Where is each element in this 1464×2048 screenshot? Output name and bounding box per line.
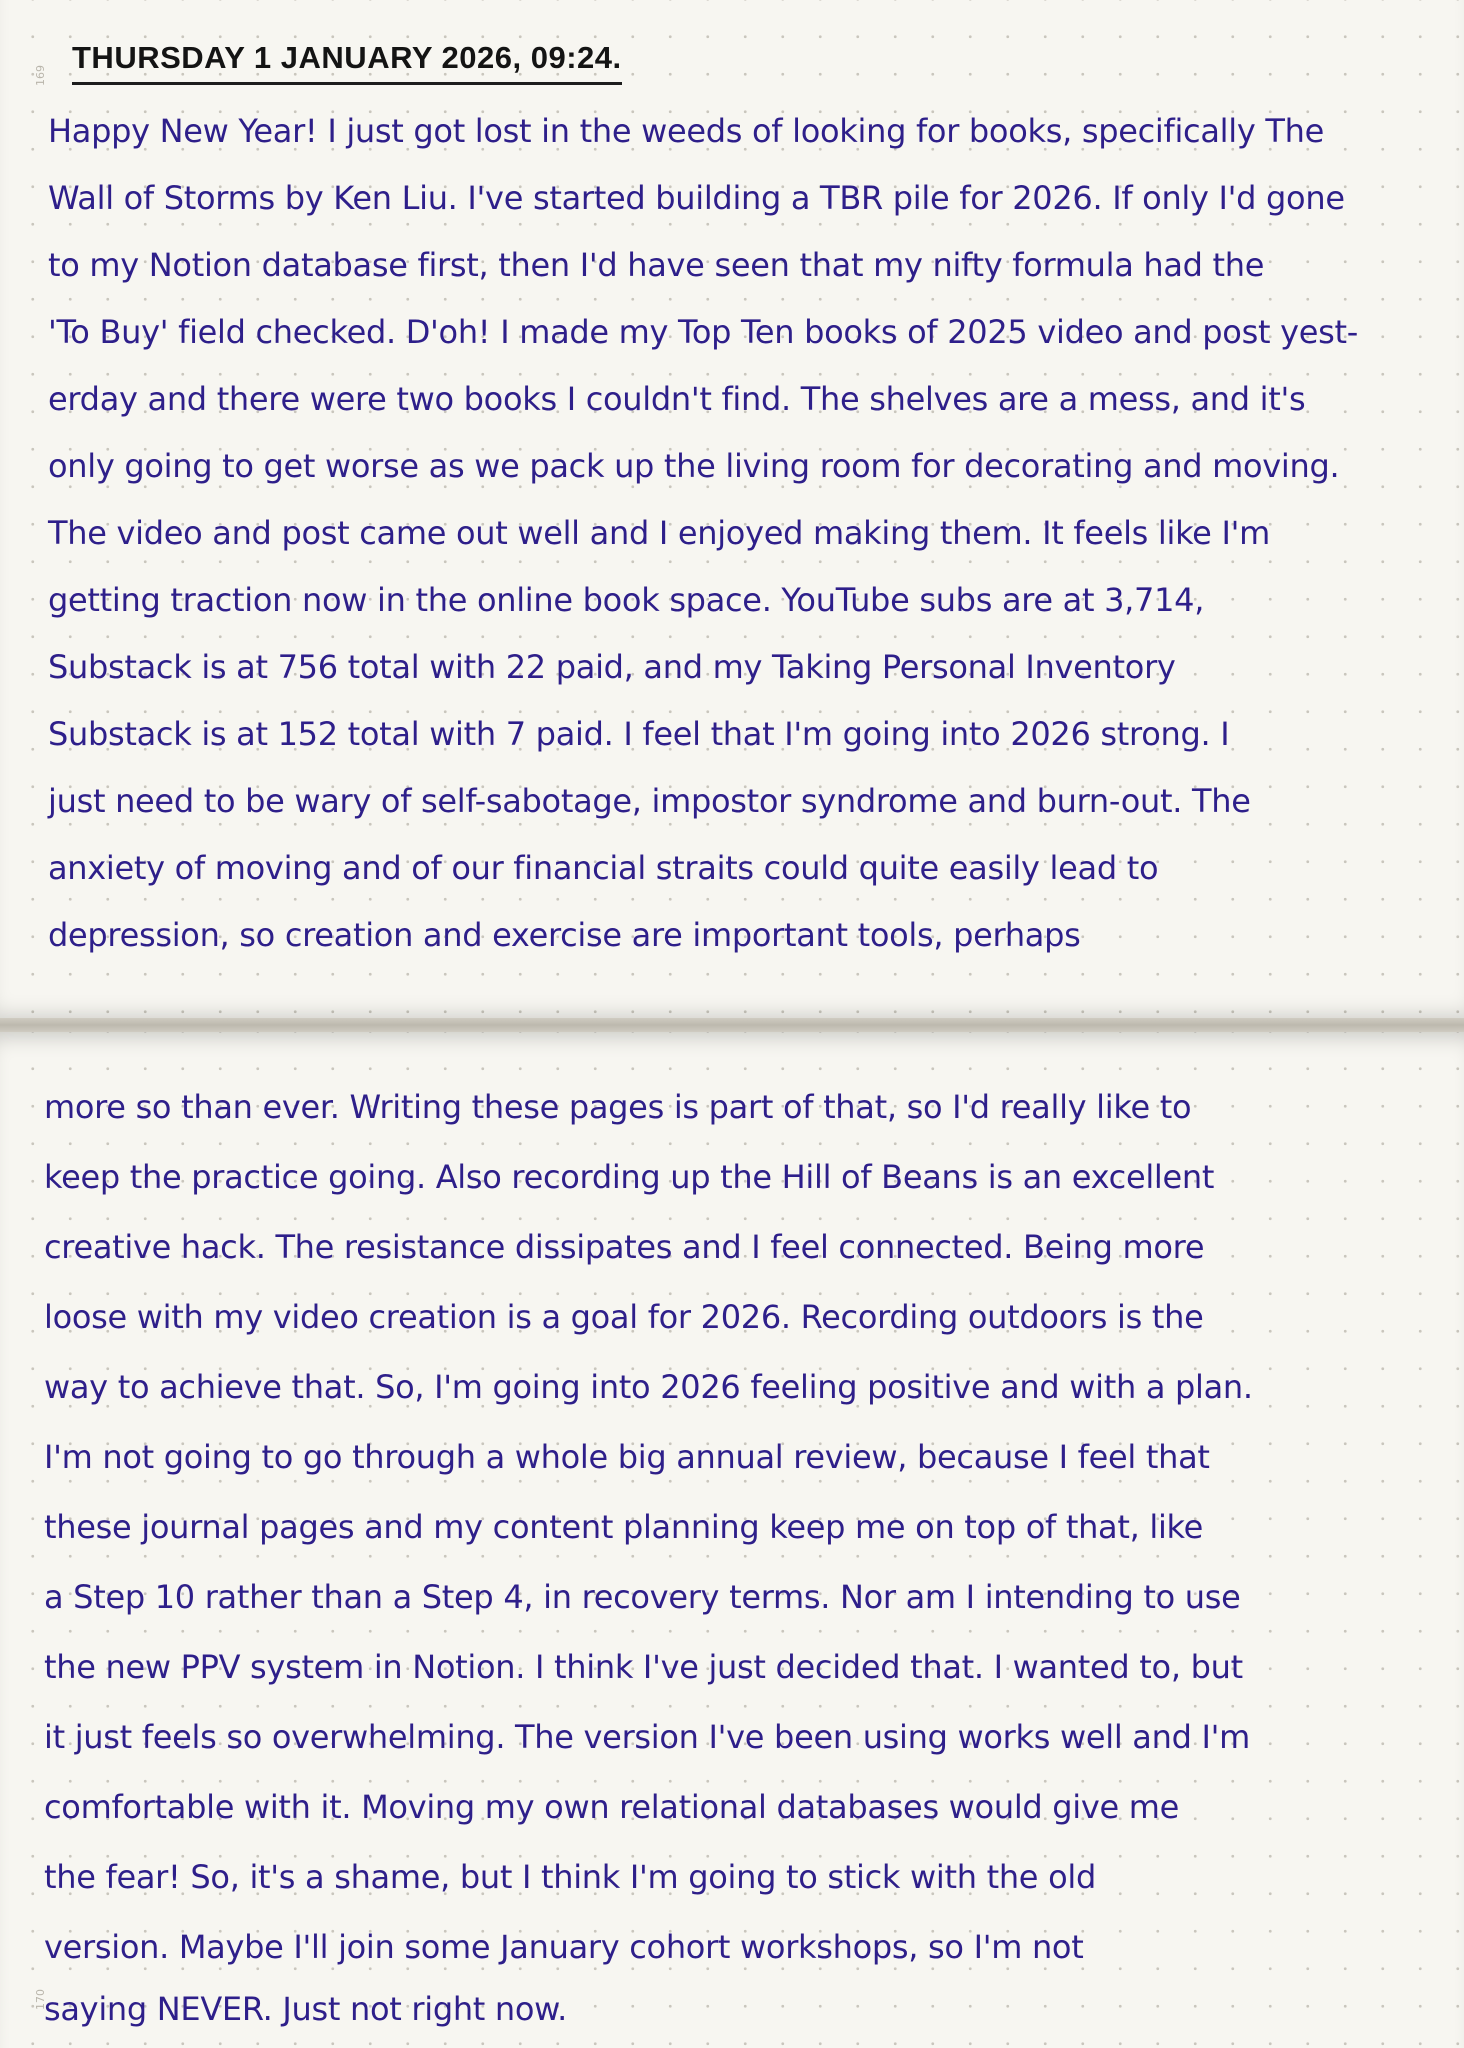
entry-line: just need to be wary of self-sabotage, impostor syndrome and burn-out. The xyxy=(48,782,1251,820)
entry-line: it just feels so overwhelming. The version I've been using works well and I'm xyxy=(44,1718,1250,1756)
entry-line: a Step 10 rather than a Step 4, in recovery terms. Nor am I intending to use xyxy=(44,1578,1241,1616)
entry-line: way to achieve that. So, I'm going into 2026 feeling positive and with a plan. xyxy=(44,1368,1253,1406)
entry-line: these journal pages and my content planning keep me on top of that, like xyxy=(44,1508,1204,1546)
entry-line: comfortable with it. Moving my own relational databases would give me xyxy=(44,1788,1180,1826)
page-number-top: 169 xyxy=(34,65,47,86)
entry-line: anxiety of moving and of our financial straits could quite easily lead to xyxy=(48,849,1159,887)
entry-line: loose with my video creation is a goal for 2026. Recording outdoors is the xyxy=(44,1298,1204,1336)
entry-line: more so than ever. Writing these pages is part of that, so I'd really like to xyxy=(44,1088,1192,1126)
entry-line: saying NEVER. Just not right now. xyxy=(44,1990,567,2028)
page-number-bottom: 170 xyxy=(34,1989,47,2010)
journal-page-bottom xyxy=(0,1032,1464,2048)
entry-line: getting traction now in the online book space. YouTube subs are at 3,714, xyxy=(48,581,1205,619)
entry-line: keep the practice going. Also recording up the Hill of Beans is an excellent xyxy=(44,1158,1215,1196)
entry-line: creative hack. The resistance dissipates and I feel connected. Being more xyxy=(44,1228,1205,1266)
entry-line: only going to get worse as we pack up the living room for decorating and moving. xyxy=(48,447,1340,485)
notebook-gutter xyxy=(0,1018,1464,1032)
entry-line: Substack is at 152 total with 7 paid. I feel that I'm going into 2026 strong. I xyxy=(48,715,1230,753)
entry-line: the new PPV system in Notion. I think I've just decided that. I wanted to, but xyxy=(44,1648,1243,1686)
entry-line: version. Maybe I'll join some January cohort workshops, so I'm not xyxy=(44,1928,1084,1966)
entry-line: erday and there were two books I couldn't find. The shelves are a mess, and it's xyxy=(48,380,1306,418)
entry-line: 'To Buy' field checked. D'oh! I made my Top Ten books of 2025 video and post yest- xyxy=(48,313,1358,351)
entry-line: The video and post came out well and I enjoyed making them. It feels like I'm xyxy=(48,514,1270,552)
entry-line: Happy New Year! I just got lost in the weeds of looking for books, specifically The xyxy=(48,112,1324,150)
entry-line: Wall of Storms by Ken Liu. I've started building a TBR pile for 2026. If only I'd gone xyxy=(48,179,1345,217)
entry-date-heading: THURSDAY 1 JANUARY 2026, 09:24. xyxy=(72,40,622,85)
entry-line: the fear! So, it's a shame, but I think I'm going to stick with the old xyxy=(44,1858,1096,1896)
entry-line: depression, so creation and exercise are important tools, perhaps xyxy=(48,916,1081,954)
entry-line: Substack is at 756 total with 22 paid, and my Taking Personal Inventory xyxy=(48,648,1176,686)
entry-line: to my Notion database first, then I'd have seen that my nifty formula had the xyxy=(48,246,1265,284)
journal-page-top xyxy=(0,0,1464,1019)
entry-line: I'm not going to go through a whole big annual review, because I feel that xyxy=(44,1438,1210,1476)
